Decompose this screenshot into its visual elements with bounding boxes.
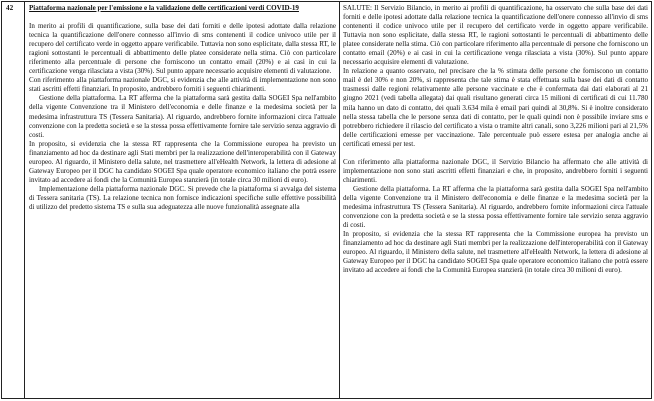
document-table	[1, 1, 652, 399]
row-number: 42	[2, 2, 25, 398]
right-paragraph: Con riferimento alla piattaforma nazionale DGC, il Servizio Bilancio ha affermato che alle attività di implementazione non sono stati ascritti effetti finanziari e che, in proposito, andrebbero forniti i seguenti chiarimenti.	[343, 157, 648, 184]
left-paragraph: Gestione della piattaforma. La RT afferma che la piattaforma sarà gestita dalla SOGEI Spa nell'ambito della vigente Convenzione tra il Ministero dell'economia e delle finanze e la medesima società per la medesima infrastruttura TS (Tessera Sanitaria). Al riguardo, andrebbero fornite informazioni circa l'attuale convenzione con la predetta società e se la stessa possa effettivamente fornire tale servizio senza aggravio di costi.	[29, 94, 336, 139]
right-column	[340, 2, 651, 398]
left-paragraph: In proposito, si evidenzia che la stessa RT rappresenta che la Commissione europea ha previsto un finanziamento ad hoc da destinare agli Stati membri per la realizzazione dell'interoperabilità con il Gateway europeo. Al riguardo, il Ministero della salute, nel trasmettere all'eHealth Network, la lettera di adesione al Gateway Europeo per il DGC ha candidato SOGEI Spa quale operatore economico italiano che potrà essere invitato ad accedere ai fondi che la Comunità Europea stanzierà (in totale circa 30 milioni di euro).	[29, 139, 336, 184]
right-paragraph: In relazione a quanto osservato, nel precisare che la % stimata delle persone che forniscono un contatto mail è del 30% e non 20%, si rappresenta che tale stima è stata effettuata sulla base dei dati di contatto trasmessi dalle regioni relativamente alle persone vaccinate e che è confermata dai dati elaborati al 21 giugno 2021 (vedi tabella allegata) dai quali risultano generati circa 15 milioni di certificati di cui 11.780 mila hanno un dato di contatto, dei quali 3.634 mila è email pari quindi al 30,8%. Si è inoltre considerato nella stessa tabella che le persone senza dati di contatto, per le quali quindi non è possibile inviare sms e potrebbero richiedere il rilascio del certificato a vista o tramite altri canali, sono 3,226 milioni pari al 21,5% delle certificazioni emesse per vaccinazione. Tale percentuale può essere estesa per analogia anche ai certificati emessi per test.	[343, 67, 648, 148]
left-column	[25, 2, 340, 398]
right-paragraph: SALUTE: Il Servizio Bilancio, in merito ai profili di quantificazione, ha osservato che sulla base dei dati forniti e delle ipotesi adottate dalla relazione tecnica la quantificazione dell'onere connesso all'invio di sms contenenti il codice univoco utile per il recupero del certificato verde in oggetto appare verificabile. Tuttavia non sono esplicitate, dalla stessa RT, le ragioni sottostanti le percentuali di abbattimento delle platee considerate nella stima. Ciò con particolare riferimento alla percentuale di persone che forniscono un contatto email (20%) e ai casi in cui la certificazione venga rilasciata a vista (30%). Sul punto appare necessario acquisire elementi di valutazione.	[343, 4, 648, 67]
left-paragraph: Implementazione della piattaforma nazionale DGC. Si prevede che la piattaforma si avvalga del sistema di Tessera sanitaria (TS). La relazione tecnica non fornisce indicazioni specifiche sulle effettive possibilità di utilizzo del predetto sistema TS e sulla sua adeguatezza alle nuove funzionalità assegnate alla	[29, 184, 336, 211]
section-title: Piattaforma nazionale per l'emissione e la validazione delle certificazioni verdi COVID-19	[29, 4, 299, 12]
left-paragraph: In merito ai profili di quantificazione, sulla base dei dati forniti e delle ipotesi adottate dalla relazione tecnica la quantificazione dell'onere connesso all'invio di sms contenenti il codice univoco utile per il recupero del certificato verde in oggetto appare verificabile. Tuttavia non sono esplicitate, dalla stessa RT, le ragioni sottostanti le percentuali di abbattimento delle platee considerate nella stima. Ciò con particolare riferimento alla percentuale di persone che forniscono un contatto email (20%) e ai casi in cui la certificazione venga rilasciata a vista (30%). Sul punto appare necessario acquisire elementi di valutazione.	[29, 22, 336, 76]
right-paragraph: In proposito, si evidenzia che la stessa RT rappresenta che la Commissione europea ha previsto un finanziamento ad hoc da destinare agli Stati membri per la realizzazione dell'interoperabilità con il Gateway europeo. Al riguardo, il Ministero della salute, nel trasmettere all'eHealth Network, la lettera di adesione al Gateway Europeo per il DGC ha candidato SOGEI Spa quale operatore economico italiano che potrà essere invitato ad accedere ai fondi che la Comunità Europea stanzierà (in totale circa 30 milioni di euro).	[343, 230, 648, 275]
right-paragraph: Gestione della piattaforma. La RT afferma che la piattaforma sarà gestita dalla SOGEI Spa nell'ambito della vigente Convenzione tra il Ministero dell'economia e delle finanze e la medesima società per la medesima infrastruttura TS (Tessera Sanitaria). Al riguardo, andrebbero fornite informazioni circa l'attuale convenzione con la predetta società e se la stessa possa effettivamente fornire tale servizio senza aggravio di costi.	[343, 184, 648, 230]
left-paragraph: Con riferimento alla piattaforma nazionale DGC, si evidenzia che alle attività di implementazione non sono stati ascritti effetti finanziari. In proposito, andrebbero forniti i seguenti chiarimenti.	[29, 76, 336, 94]
